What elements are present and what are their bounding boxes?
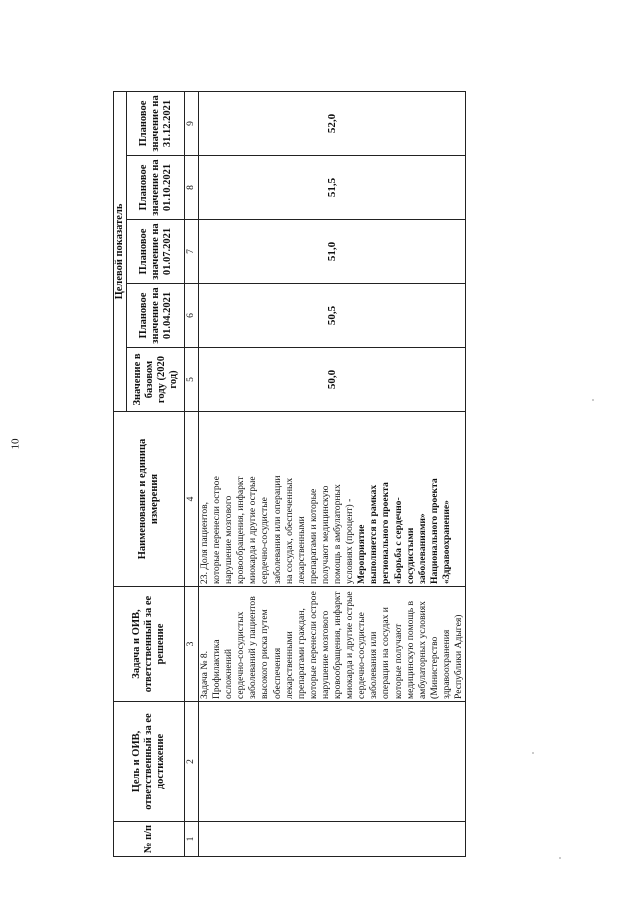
table-row bbox=[199, 91, 466, 856]
indicator-text-line: лекарственными bbox=[295, 516, 307, 584]
task-text-line: заболевания или bbox=[368, 631, 380, 699]
task-text-line: Республики Адыгея) bbox=[452, 614, 464, 699]
indicator-bold-text-line: Мероприятие bbox=[356, 524, 368, 584]
indicator-text-line: на сосудах, обеспеченных bbox=[283, 477, 295, 584]
task-text-line: Профилактика bbox=[211, 639, 223, 699]
column-number: 9 bbox=[185, 91, 199, 155]
row-task bbox=[199, 587, 466, 702]
task-text-line: заболеваний у пациентов bbox=[247, 596, 259, 699]
header-task: Задача и ОИВ, ответственный за ее решение bbox=[114, 587, 185, 702]
row-num bbox=[199, 822, 466, 857]
task-text-line: которые перенесли острое bbox=[307, 591, 319, 699]
indicator-text-line: сердечно-сосудистые bbox=[259, 497, 271, 584]
rotated-sheet bbox=[113, 92, 487, 857]
header-num: № п/п bbox=[114, 822, 185, 857]
indicator-text-line: препаратами и которые bbox=[307, 488, 319, 584]
task-text-line: здравоохранения bbox=[440, 629, 452, 699]
scan-speck bbox=[592, 399, 594, 401]
value-plan-q3: 51,5 bbox=[199, 156, 466, 220]
task-text-line: миокарда и другие острые bbox=[344, 591, 356, 699]
indicator-text-line: 23. Доля пациентов, bbox=[199, 501, 210, 584]
task-text-line: операции на сосудах и bbox=[380, 607, 392, 699]
task-text-line: осложнений bbox=[223, 648, 235, 699]
task-text-line: препаратами граждан, bbox=[295, 608, 307, 699]
indicator-text-line: кровообращения, инфаркт bbox=[235, 476, 247, 584]
task-text-line: (Министерство bbox=[428, 636, 440, 699]
header-indicator-name: Наименование и единица измерения bbox=[114, 412, 185, 587]
column-number: 6 bbox=[185, 284, 199, 348]
header-plan-q2: Плановое значение на 01.07.2021 bbox=[127, 220, 185, 284]
row-indicator bbox=[199, 412, 466, 587]
column-number: 1 bbox=[185, 822, 199, 857]
indicator-bold-text-line: Национального проекта bbox=[428, 478, 440, 584]
task-text-line: сердечно-сосудистых bbox=[235, 611, 247, 699]
task-text-line: Задача № 8. bbox=[199, 650, 210, 699]
task-text-line: лекарственными bbox=[283, 631, 295, 699]
indicator-bold-text-line: «Борьба с сердечно- bbox=[392, 497, 404, 584]
indicator-text-line: условиях (процент) - bbox=[344, 498, 356, 584]
indicator-bold-text-line: заболеваниями» bbox=[416, 513, 428, 584]
task-text-line: нарушение мозгового bbox=[319, 610, 331, 699]
value-plan-q1: 50,5 bbox=[199, 284, 466, 348]
indicator-bold-text-line: «Здравоохранение» bbox=[440, 500, 452, 584]
target-indicator-table bbox=[113, 91, 466, 857]
column-number: 3 bbox=[185, 587, 199, 702]
indicator-text-line: получают медицинскую bbox=[319, 485, 331, 584]
row-goal bbox=[199, 702, 466, 822]
scan-speck bbox=[559, 857, 561, 859]
column-number: 5 bbox=[185, 348, 199, 412]
column-number: 7 bbox=[185, 220, 199, 284]
indicator-bold-text-line: сосудистыми bbox=[404, 527, 416, 584]
indicator-text-line: которые перенесли острое bbox=[211, 476, 223, 584]
header-plan-q3: Плановое значение на 01.10.2021 bbox=[127, 156, 185, 220]
column-number: 8 bbox=[185, 156, 199, 220]
header-plan-q4: Плановое значение на 31.12.2021 bbox=[127, 91, 185, 155]
indicator-bold-text-line: выполняется в рамках bbox=[368, 484, 380, 584]
indicator-text-line: миокарда и другие острые bbox=[247, 476, 259, 584]
task-text-line: которые получают bbox=[392, 623, 404, 699]
header-goal: Цель и ОИВ, ответственный за ее достижение bbox=[114, 702, 185, 822]
task-text-line: медицинскую помощь в bbox=[404, 600, 416, 699]
column-number: 2 bbox=[185, 702, 199, 822]
task-text-line: обеспечения bbox=[271, 647, 283, 699]
page-number: 10 bbox=[9, 438, 22, 450]
column-number-row bbox=[185, 91, 199, 856]
value-plan-q2: 51,0 bbox=[199, 220, 466, 284]
header-base-year: Значение в базовом году (2020 год) bbox=[127, 348, 185, 412]
indicator-text-line: заболевания или операции bbox=[271, 475, 283, 584]
task-text-line: амбулаторных условиях bbox=[416, 601, 428, 699]
task-text-line: высокого риска путем bbox=[259, 609, 271, 699]
value-base-year: 50,0 bbox=[199, 348, 466, 412]
column-number: 4 bbox=[185, 412, 199, 587]
indicator-text-line: помощь в амбулаторных bbox=[332, 484, 344, 584]
value-plan-q4: 52,0 bbox=[199, 91, 466, 155]
indicator-text-line: нарушение мозгового bbox=[223, 495, 235, 584]
indicator-bold-text-line: регионального проекта bbox=[380, 482, 392, 584]
scan-speck bbox=[532, 752, 534, 754]
header-plan-q1: Плановое значение на 01.04.2021 bbox=[127, 284, 185, 348]
task-text-line: кровообращения, инфаркт bbox=[332, 591, 344, 699]
task-text-line: сердечно-сосудистые bbox=[356, 612, 368, 699]
header-target-indicator: Целевой показатель bbox=[114, 91, 127, 411]
